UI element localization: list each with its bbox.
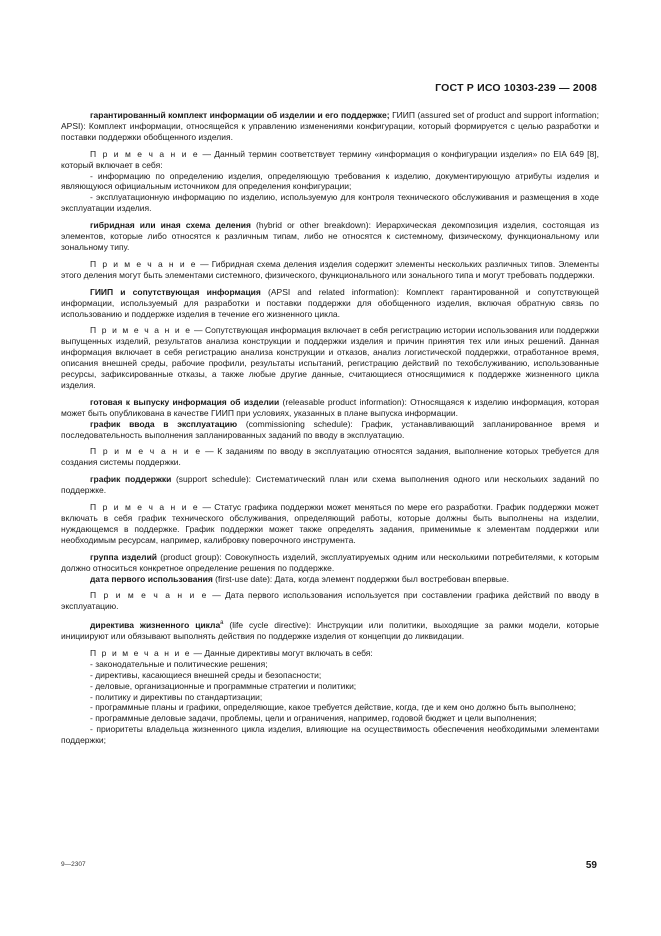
entry-releasable-info	[61, 397, 599, 419]
print-code: 9—2307	[61, 861, 86, 868]
note-text: — Данные директивы могут включать в себя:	[191, 647, 373, 658]
entry-life-cycle-directive	[61, 618, 599, 642]
definition: (support schedule): Систематический план или схема выполнения одного или нескольких заданий по поддержке.	[61, 474, 599, 496]
note-commissioning	[61, 446, 599, 468]
note-text: — Данный термин соответствует термину «информация о конфигурации изделия» по EIA 649 [8], который включает в себя:	[61, 148, 599, 170]
entry-apsi	[61, 110, 599, 143]
page-number: 59	[585, 860, 597, 871]
entry-first-use-date	[61, 574, 599, 585]
note-label: П р и м е ч а н и е	[90, 258, 198, 269]
term: готовая к выпуску информация об изделии	[90, 396, 280, 407]
list-item: - эксплуатационную информацию по изделию, используемую для контроля технического обслуживания и размещения в ходе эксплуатации изделия.	[61, 192, 599, 214]
term: ГИИП и сопутствующая информация	[90, 286, 261, 297]
definition: (life cycle directive): Инструкции или политики, выходящие за рамки модели, которые инициируют или обязывают выполнять действия по поддержке изделия от концепции до ликвидации.	[61, 620, 599, 641]
definition: (product group): Совокупность изделий, эксплуатируемых одним или несколькими потребителями, к которым должно относиться конкретное определение решения по поддержке.	[61, 551, 599, 573]
definition: (commissioning schedule): График, устанавливающий запланированное время и последовательность выполнения запланированных заданий по вводу в эксплуатацию.	[61, 418, 599, 440]
definition: ГИИП (assured set of product and support information; APSI): Комплект информации, относящейся к управлению изменениями конфигурации, который формируется с целью разработки и поставки поддержки обобщенного изделия.	[61, 110, 599, 142]
note-label: П р и м е ч а н и е	[90, 590, 208, 601]
footnote-marker: a	[220, 620, 224, 627]
note-text: — Сопутствующая информация включает в себя регистрацию истории использования или поддержки выпущенных изделий, результатов анализа конструкции и поддержки изделия и причин принятия тех или иных решений. Данная информация включает в себя регистрацию анализа конструкции и отказов, анализ логистической поддержки, отработанное время, описания внешней среды, рабочие профили, результаты испытаний, регистрацию действий по техобслуживанию, использованные ресурсы, зафиксированные отказы, а также любые другие данные, считающиеся относящимися к поддержке жизненного цикла изделия.	[61, 325, 600, 390]
note-label: П р и м е ч а н и е	[90, 325, 192, 336]
list-item: - приоритеты владельца жизненного цикла изделия, влияющие на осуществимость обеспечения необходимыми элементами поддержки;	[61, 724, 599, 746]
note-label: П р и м е ч а н и е	[90, 502, 200, 513]
note-label: П р и м е ч а н и е	[90, 647, 192, 658]
document-code: ГОСТ Р ИСО 10303-239 — 2008	[435, 82, 597, 94]
definition: (releasable product information): Относящаяся к изделию информация, которая может быть опубликована в качестве ГИИП при условиях, указанных в плане выпуска информации.	[61, 396, 599, 418]
note-text: — К заданиям по вводу в эксплуатацию относятся задания, выполнение которых требуется для создания системы поддержки.	[61, 446, 599, 468]
term: гибридная или иная схема деления	[90, 220, 251, 231]
note-text: — Дата первого использования используется при составлении графика действий по вводу в эксплуатацию.	[61, 590, 599, 612]
note-first-use	[61, 590, 599, 612]
list-item: - политику и директивы по стандартизации;	[90, 691, 263, 702]
list-item: - законодательные и политические решения;	[90, 658, 268, 669]
note-directives	[61, 648, 599, 659]
term: директива жизненного цикла	[90, 620, 221, 631]
term: график поддержки	[90, 474, 172, 485]
document-body	[61, 110, 599, 746]
definition: (hybrid or other breakdown): Иерархическая декомпозиция изделия, состоящая из элементов, которые либо относятся к различным типам, либо не относятся к системному, физическому, функциональному или зональному типу.	[61, 220, 599, 252]
note-support-schedule	[61, 502, 599, 546]
note-related-info	[61, 325, 599, 390]
note-apsi	[61, 149, 599, 171]
entry-support-schedule	[61, 474, 599, 496]
note-label: П р и м е ч а н и е	[90, 446, 202, 457]
entry-product-group	[61, 552, 599, 574]
list-item: - информацию по определению изделия, определяющую требования к изделию, документирующую атрибуты изделия и являющуюся официальным источником для определения конфигурации;	[61, 170, 599, 192]
term: график ввода в эксплуатацию	[90, 418, 238, 429]
list-item: - программные деловые задачи, проблемы, цели и ограничения, например, годовой бюджет и цели выполнения;	[90, 713, 537, 724]
note-hybrid-breakdown	[61, 259, 599, 281]
entry-commissioning-schedule	[61, 419, 599, 441]
note-text: — Статус графика поддержки может меняться по мере его разработки. График поддержки может включать в себя график технического обслуживания, определяющий работы, которые должны быть выполнены на изделии, нуждающемся в поддержке. График поддержки может также определять задания, применимые к элементам поддержки или необходимым ресурсам, например, калибровку поверочного инструмента.	[61, 502, 599, 545]
note-label: П р и м е ч а н и е	[90, 148, 200, 159]
entry-hybrid-breakdown	[61, 220, 599, 253]
list-item: - директивы, касающиеся внешней среды и безопасности;	[90, 669, 322, 680]
note-text: — Гибридная схема деления изделия содержит элементы нескольких различных типов. Элементы этого деления могут быть элементами системного, физического, функционального или зонального типа и могут требовать поддержки.	[61, 258, 599, 280]
entry-apsi-related	[61, 287, 599, 320]
definition: (first-use date): Дата, когда элемент поддержки был востребован впервые.	[212, 573, 509, 584]
list-item: - деловые, организационные и программные стратегии и политики;	[90, 680, 357, 691]
term: группа изделий	[90, 551, 158, 562]
term: дата первого использования	[90, 573, 213, 584]
list-item: - программные планы и графики, определяющие, какое требуется действие, когда, где и кем оно должно быть выполнено;	[90, 702, 576, 713]
term: гарантированный комплект информации об изделии и его поддержке;	[90, 110, 390, 120]
definition: (APSI and related information): Комплект гарантированной и сопутствующей информации, используемый для разработки и поставки поддержки для обобщенного изделия, включая обратную связь по использованию и поддержке изделия в течение его жизненного цикла.	[61, 286, 599, 319]
